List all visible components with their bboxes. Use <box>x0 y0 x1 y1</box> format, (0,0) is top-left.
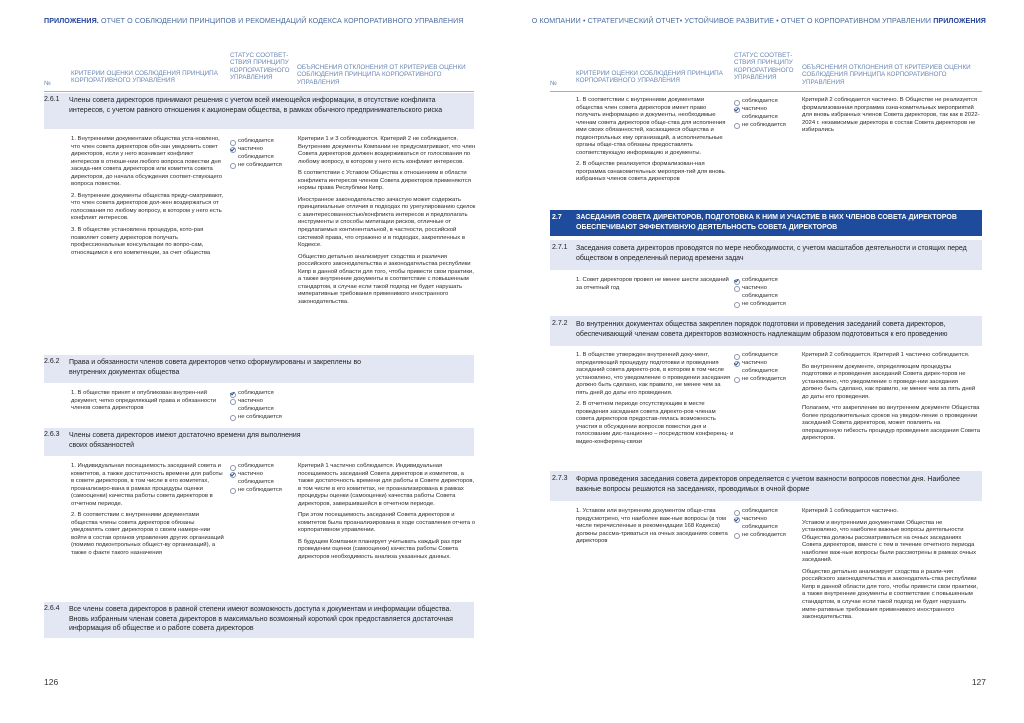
status-option-none: не соблюдается <box>230 162 282 170</box>
explanation: Во внутреннем документе, определяющем процедуры подготовки и проведения заседаний Совета дирек-торов не установлено, что уведомление о проведе-нии заседания должно быть сделано, как правило, не менее чем за пять дней до даты его проведения. <box>802 363 976 400</box>
explanation: Критерий 2 соблюдается. Критерий 1 частично соблюдается. <box>802 352 970 358</box>
status-option-none: не соблюдается <box>734 301 786 309</box>
criteria-2-7-2 <box>576 352 734 451</box>
explanation-2-6-4 <box>802 97 980 139</box>
criteria-2-7-3 <box>576 508 731 550</box>
header-divider <box>550 91 982 92</box>
criterion: 3. В обществе установлена процедура, кото-рая позволяет совету директоров получать профессиональные консультации по вопро-сам, относящимся к его компетенции, за счет общества <box>71 227 211 256</box>
page-number-right: 127 <box>971 677 986 687</box>
section-row-2-6-3 <box>44 428 474 456</box>
explanation-2-7-3 <box>802 508 980 626</box>
row-number: 2.6.2 <box>44 358 60 365</box>
row-title: Права и обязанности членов совета директоров четко сформулированы и закреплены во внутренних документах общества <box>69 359 362 376</box>
running-head-active: ПРИЛОЖЕНИЯ <box>933 17 986 25</box>
status-2-6-3 <box>230 463 282 494</box>
row-number: 2.7.3 <box>552 475 568 482</box>
running-head-right <box>532 17 986 26</box>
row-title: Члены совета директоров имеют достаточно времени для выполнения своих обязанностей <box>69 432 301 449</box>
section-row-2-7-2 <box>550 316 982 346</box>
row-number: 2.7.1 <box>552 244 568 251</box>
explanation-2-6-3 <box>298 463 476 566</box>
explanation: Полагаем, что закрепление во внутреннем документе Общества более продолжительных сроков на уведом-ление о проведении заседаний Совета директоров, может повлиять на операционную гибкость процедур проведения заседания Совета директоров. <box>802 405 981 442</box>
row-title: Все члены совета директоров в равной степени имеют возможность доступа к документам и информации общества. Вновь избранным членам совета директоров в максимально возможный короткий срок предоставляется достаточная информация об обществе и о работе совета директоров <box>69 606 453 633</box>
row-number: 2.6.1 <box>44 96 60 103</box>
status-option-full: соблюдается <box>734 508 786 516</box>
row-title: Форма проведения заседания совета директоров определяется с учетом важности вопросов повестки дня. Наиболее важные вопросы решаются на заседаниях, проводимых в очной форме <box>576 476 960 493</box>
criterion: 1. Индивидуальная посещаемость заседаний совета и комитетов, а также достаточность времени для работы в совете директоров, в том числе в его комитетах, проанализиро-вана в рамках процедуры оценки (самооценки) качества работы совета директоров в отчетном периоде. <box>71 463 223 507</box>
status-2-6-4 <box>734 98 786 129</box>
criterion: 1. В соответствии с внутренними документами общества член совета директоров имеет право получать информацию и документы, необходимые членам совета директоров обще-ства для исполнения ими своих обязанностей, касающиеся общества и подконтрольных ему организаций, а исполнительные органы обще-ства обязаны предоставлять соответствующую информацию и документы. <box>576 97 726 156</box>
row-title: Заседания совета директоров проводятся по мере необходимости, с учетом масштабов деятельности и стоящих перед обществом в определенный период времени задач <box>576 245 967 262</box>
explanation: В будущем Компания планирует учитывать каждый раз при проведении оценки (самооценки) качества работы Совета директоров необходимость анализа указанных данных. <box>298 538 462 561</box>
col-status-header: СТАТУС СООТВЕТ-СТВИЯ ПРИНЦИПУ КОРПОРАТИВНОГО УПРАВЛЕНИЯ <box>230 52 290 82</box>
section-row-2-7 <box>550 210 982 236</box>
explanation: Общество детально анализирует сходства и различия российского законодательства и законодательства республики Кипр в данной области для того, чтобы привести свои практики, а также внутренние документы в соответствие с повышенным стандартом, в случае если такой подход не будет нарушать императивные требования применимого иностранного законодательства. <box>298 253 474 305</box>
status-option-partial: частично соблюдается <box>734 285 786 301</box>
status-option-full: соблюдается <box>230 390 282 398</box>
section-row-2-7-1 <box>550 240 982 270</box>
status-2-6-1 <box>230 138 282 169</box>
criterion: 2. В отчетном периоде отсутствующим в месте проведения заседания совета директо-ров членам совета директоров предостав-лялась возможность участия в обсуждении вопросов повестки дня и голосовании дис-танционно – посредством конференц- и видео-конференц-связи <box>576 401 734 446</box>
row-number: 2.6.4 <box>44 605 60 612</box>
row-title: Члены совета директоров принимают решения с учетом всей имеющейся информации, в отсутствие конфликта интересов, с учетом равного отношения к акционерам общества, в рамках обычного предпринимательского риска <box>69 97 443 114</box>
status-2-7-1 <box>734 277 786 308</box>
section-row-2-7-3 <box>550 471 982 501</box>
criterion: 1. Уставом или внутренним документом обще-ства предусмотрено, что наиболее важ-ные вопросы (в том числе перечисленные в рекомендации 168 Кодекса) должны рассма-триваться на очных заседаниях совета директоров <box>576 508 728 545</box>
col-num-header: № <box>44 80 51 87</box>
criterion: 1. В обществе принят и опубликован внутрен-ний документ, четко определяющий права и обязанности членов совета директоров <box>71 390 217 412</box>
criterion: 1. В обществе утвержден внутренний доку-мент, определяющий процедуру подготовки и проведения заседаний совета директо-ров, в котором в том числе установлено, что уведомление о проведении заседания должно быть сделано, как правило, не менее чем за пять дней до даты его проведения. <box>576 352 731 396</box>
page-number-left: 126 <box>44 677 59 687</box>
status-2-7-2 <box>734 352 786 383</box>
explanation: Иностранное законодательство зачастую может содержать принципиальные отличия в подходах по урегулированию сделок с заинтересованностью/конфликта интересов и предполагать инструменты и способы митигации рисков, отличные от предлагаемых континентальной, в частности, российской системой права, что отражено и в подходах, закрепленных в Кодексе. <box>298 196 476 249</box>
status-option-none: не соблюдается <box>734 122 786 130</box>
criterion: 2. В соответствии с внутренними документами общества члены совета директоров обязаны уведомлять совет директоров о своем намере-нии войти в состав органов управления других организаций (помимо подконтрольных общест-ву организаций), а также о факте такого назначения <box>71 512 224 557</box>
col-explanation-header: ОБЪЯСНЕНИЯ ОТКЛОНЕНИЯ ОТ КРИТЕРИЕВ ОЦЕНКИ СОБЛЮДЕНИЯ ПРИНЦИПА КОРПОРАТИВНОГО УПРАВЛЕНИЯ <box>802 64 971 86</box>
status-option-full: соблюдается <box>230 138 282 146</box>
right-page <box>512 0 1024 723</box>
status-2-7-3 <box>734 508 786 539</box>
section-row-2-6-2 <box>44 355 474 383</box>
explanation: Критерий 1 соблюдается частично. <box>802 508 899 514</box>
section-row-2-6-4 <box>44 602 474 638</box>
explanation: Уставом и внутренними документами Общества не установлено, что наиболее важные вопросы деятельности Общества должны рассматриваться на очных заседаниях Совета директоров, вместе с тем в течение отчетного периода наиболее важ-ные вопросы были рассмотрены в рамках очных заседаний. <box>802 519 977 564</box>
status-option-full: соблюдается <box>734 352 786 360</box>
explanation: При этом посещаемость заседаний Совета директоров и комитетов была проанализирована в ходе составления отчета о корпоративном управлении. <box>298 512 476 534</box>
criteria-2-6-2 <box>71 390 223 417</box>
row-title: Во внутренних документах общества закреплен порядок подготовки и проведения заседаний совета директоров, обеспечивающий членам совета директоров возможность надлежащим образом подготовиться к его проведению <box>576 321 948 338</box>
running-head-nav: О КОМПАНИИ • СТРАТЕГИЧЕСКИЙ ОТЧЕТ• УСТОЙЧИВОЕ РАЗВИТИЕ • ОТЧЕТ О КОРПОРАТИВНОМ УПРАВЛЕНИИ <box>531 17 932 25</box>
explanation-2-6-1 <box>298 136 476 310</box>
row-title: ЗАСЕДАНИЯ СОВЕТА ДИРЕКТОРОВ, ПОДГОТОВКА К НИМ И УЧАСТИЕ В НИХ ЧЛЕНОВ СОВЕТА ДИРЕКТОРОВ ОБЕСПЕЧИВАЮТ ЭФФЕКТИВНУЮ ДЕЯТЕЛЬНОСТЬ СОВЕТА ДИРЕКТОРОВ <box>576 214 957 231</box>
running-head-left <box>44 17 464 26</box>
status-option-partial: частично соблюдается <box>230 146 282 162</box>
explanation-2-7-2 <box>802 352 980 447</box>
status-option-partial: частично соблюдается <box>230 471 282 487</box>
running-head-section: ПРИЛОЖЕНИЯ. <box>44 17 99 25</box>
status-2-6-2 <box>230 390 282 421</box>
criterion: 1. Внутренними документами общества уста-новлено, что член совета директоров обя-зан уведомить совет директоров, если у него возникает конфликт интересов в отноше-нии любого вопроса повестки дня заседа-ния совета директоров или комитета совета директоров, до начала обсуждения соответ-ствующего вопроса повестки. <box>71 136 223 188</box>
status-option-none: не соблюдается <box>734 532 786 540</box>
status-option-full: соблюдается <box>734 98 786 106</box>
section-row-2-6-1 <box>44 93 474 129</box>
explanation: В соответствии с Уставом Общества к отношениям в области конфликта интересов членов Совета директоров применяются нормы права Республики Кипр. <box>298 170 471 192</box>
status-option-full: соблюдается <box>734 277 786 285</box>
col-num-header: № <box>550 80 557 87</box>
col-status-header: СТАТУС СООТВЕТ-СТВИЯ ПРИНЦИПУ КОРПОРАТИВНОГО УПРАВЛЕНИЯ <box>734 52 794 82</box>
col-criteria-header: КРИТЕРИИ ОЦЕНКИ СОБЛЮДЕНИЯ ПРИНЦИПА КОРПОРАТИВНОГО УПРАВЛЕНИЯ <box>71 70 218 85</box>
status-option-none: не соблюдается <box>230 487 282 495</box>
col-criteria-header: КРИТЕРИИ ОЦЕНКИ СОБЛЮДЕНИЯ ПРИНЦИПА КОРПОРАТИВНОГО УПРАВЛЕНИЯ <box>576 70 723 85</box>
status-option-none: не соблюдается <box>734 376 786 384</box>
row-number: 2.6.3 <box>44 431 60 438</box>
status-option-partial: частично соблюдается <box>734 360 786 376</box>
criteria-2-6-3 <box>71 463 226 562</box>
criterion: 2. В обществе реализуется формализован-ная программа ознакомительных мероприя-тий для вновь избранных членов совета директоров <box>576 161 725 183</box>
header-divider <box>44 91 474 92</box>
running-head-title: ОТЧЕТ О СОБЛЮДЕНИИ ПРИНЦИПОВ И РЕКОМЕНДАЦИЙ КОДЕКСА КОРПОРАТИВНОГО УПРАВЛЕНИЯ <box>100 17 464 25</box>
status-option-none: не соблюдается <box>230 414 282 422</box>
explanation: Критерии 1 и 3 соблюдаются. Критерий 2 не соблюдается. Внутренние документы Компании не предусматривают, что член Совета директоров должен воздерживаться от голосования по любому вопросу, в котором у него есть конфликт интересов. <box>298 136 476 165</box>
criterion: 1. Совет директоров провел не менее шести заседаний за отчетный год <box>576 277 729 291</box>
status-option-partial: частично соблюдается <box>734 106 786 122</box>
criteria-2-6-4 <box>576 97 731 188</box>
col-explanation-header: ОБЪЯСНЕНИЯ ОТКЛОНЕНИЯ ОТ КРИТЕРИЕВ ОЦЕНКИ СОБЛЮДЕНИЯ ПРИНЦИПА КОРПОРАТИВНОГО УПРАВЛЕНИЯ <box>297 64 466 86</box>
row-number: 2.7 <box>552 214 562 221</box>
criterion: 2. Внутренние документы общества преду-сматривают, что член совета директоров дол-жен воздержаться от голосования по любому вопросу, в котором у него есть конфликт интересов. <box>71 192 224 222</box>
status-option-partial: частично соблюдается <box>230 398 282 414</box>
status-option-partial: частично соблюдается <box>734 516 786 532</box>
explanation: Общество детально анализирует сходства и разли-чия российского законодательства и законодатель-ства республики Кипр в данной области для того, чтобы привести свои практики, а также внутренние документы в соответствие с повышенным стандартом, в случае если такой подход не будет нарушать импе-ративные требования применимого иностранного законодательства. <box>802 568 978 621</box>
criteria-2-7-1 <box>576 277 731 296</box>
row-number: 2.7.2 <box>552 320 568 327</box>
explanation: Критерий 1 частично соблюдается. Индивидуальная посещаемость заседаний Совета директоров и комитетов, а также достаточность времени для работы в Совете директоров, в том числе в его комитетах, не проанализирована в рамках процедуры оценки (самооценки) качества работы Совета директоров, завершившейся в отчетном периоде. <box>298 463 475 507</box>
status-option-full: соблюдается <box>230 463 282 471</box>
explanation: Критерий 2 соблюдается частично. В Обществе не реализуется формализованная программа озна-комительных мероприятий для вновь избранных членов Совета директоров, так как в 2022-2024 г. независимые директора в состав Совета директоров не избирались <box>802 97 980 134</box>
criteria-2-6-1 <box>71 136 223 261</box>
